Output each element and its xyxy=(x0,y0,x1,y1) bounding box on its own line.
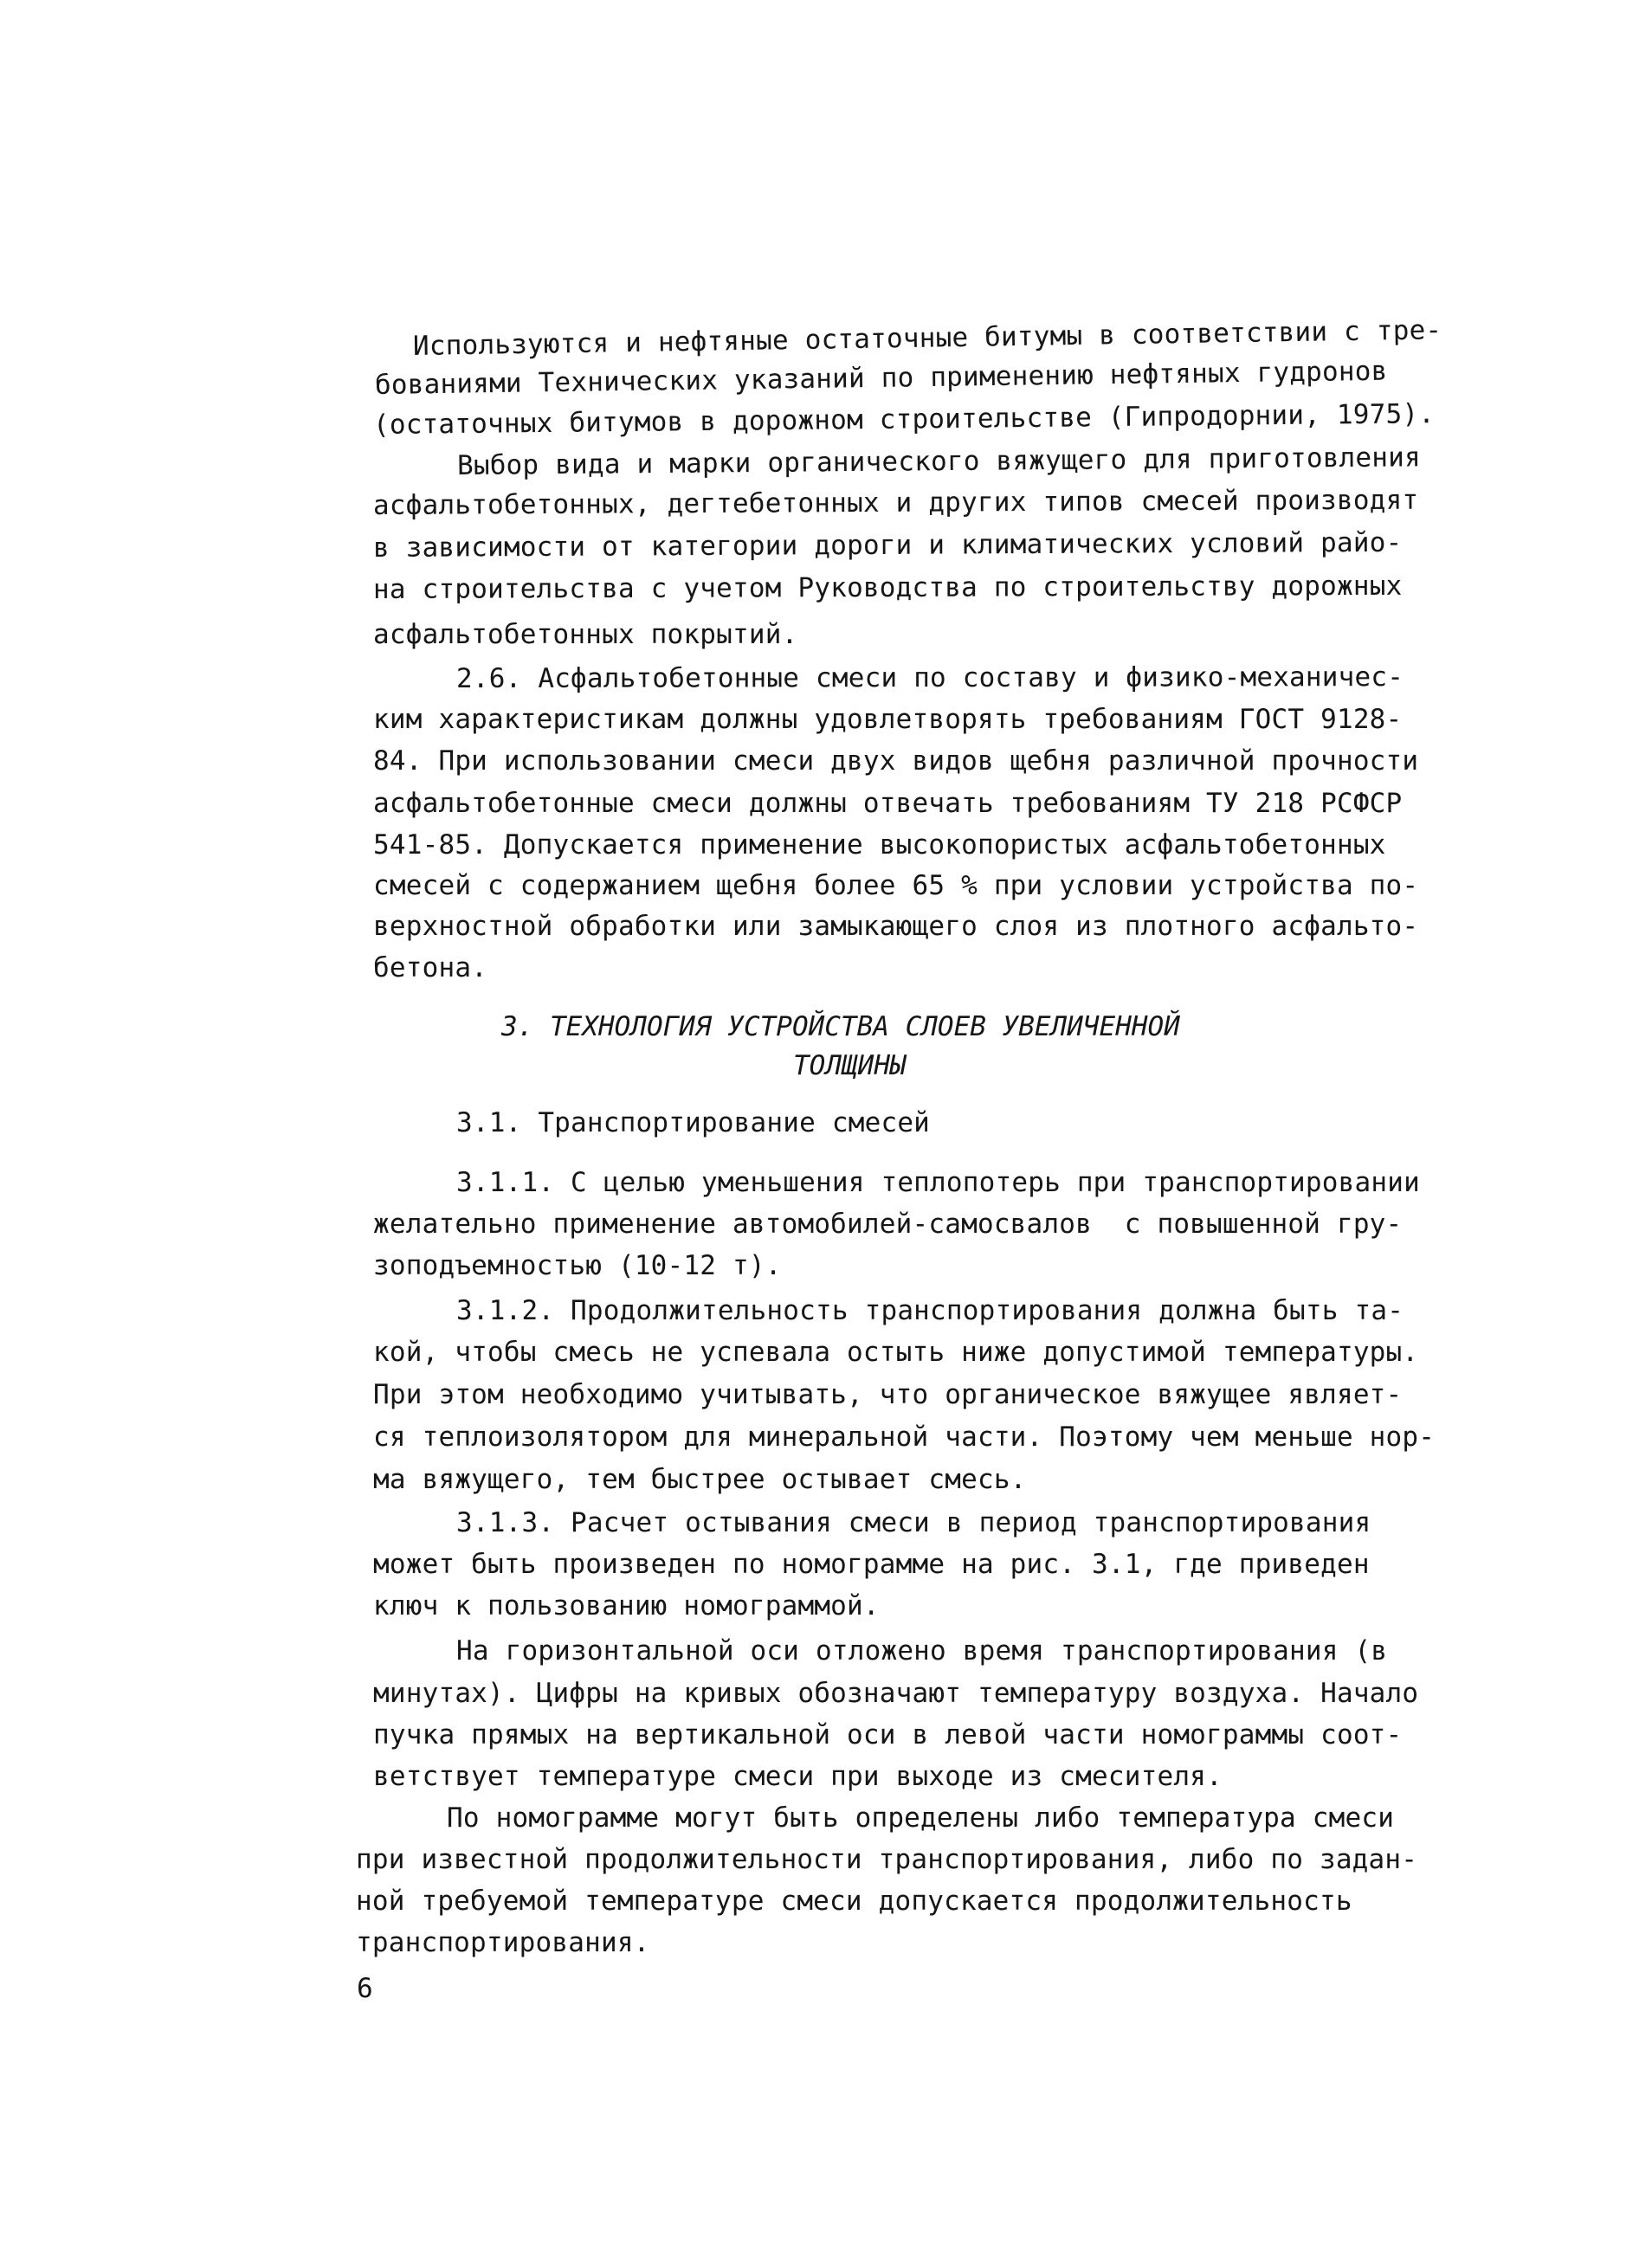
text-line: ной требуемой температуре смеси допускается продолжительность xyxy=(356,1886,1352,1917)
text-line: При этом необходимо учитывать, что органическое вяжущее являет- xyxy=(373,1379,1403,1410)
text-line: асфальтобетонных, дегтебетонных и других типов смесей производят xyxy=(372,484,1419,521)
text-line: пучка прямых на вертикальной оси в левой части номограммы соот- xyxy=(373,1719,1403,1750)
text-line: 3.1.3. Расчет остывания смеси в период транспортирования xyxy=(456,1507,1371,1538)
text-line: минутах). Цифры на кривых обозначают температуру воздуха. Начало xyxy=(373,1678,1419,1709)
text-line: Выбор вида и марки органического вяжущего для приготовления xyxy=(456,442,1422,481)
text-line: На горизонтальной оси отложено время транспортирования (в xyxy=(456,1635,1388,1667)
text-line: ветствует температуре смеси при выходе из смесителя. xyxy=(373,1761,1223,1792)
text-line: бованиями Технических указаний по применению нефтяных гудронов xyxy=(374,355,1388,401)
text-line: По номограмме могут быть определены либо температура смеси xyxy=(447,1802,1395,1834)
text-line: кой, чтобы смесь не успевала остыть ниже допустимой температуры. xyxy=(373,1337,1419,1368)
text-line: 2.6. Асфальтобетонные смеси по составу и физико-механичес- xyxy=(455,661,1404,694)
text-line: 3.1.2. Продолжительность транспортирования должна быть та- xyxy=(456,1295,1404,1326)
section-heading-line-2: ТОЛЩИНЫ xyxy=(793,1050,907,1081)
text-line: смесей с содержанием щебня более 65 % при условии устройства по- xyxy=(373,870,1419,901)
text-line: асфальтобетонные смеси должны отвечать требованиям ТУ 218 РСФСР xyxy=(373,788,1403,819)
text-line: может быть произведен по номограмме на рис. 3.1, где приведен xyxy=(373,1549,1370,1580)
subsection-heading: 3.1. Транспортирование смесей xyxy=(456,1107,931,1138)
text-line: Используются и нефтяные остаточные битумы в соответствии с тре- xyxy=(412,314,1442,362)
text-line: транспортирования. xyxy=(356,1927,650,1958)
text-line: (остаточных битумов в дорожном строительстве (Гипродорнии, 1975). xyxy=(372,398,1436,441)
text-line: 541-85. Допускается применение высокопористых асфальтобетонных xyxy=(373,829,1386,861)
text-line: при известной продолжительности транспортирования, либо по задан- xyxy=(356,1844,1418,1875)
text-line: зоподъемностью (10-12 т). xyxy=(373,1250,782,1281)
section-heading-line-1: 3. ТЕХНОЛОГИЯ УСТРОЙСТВА СЛОЕВ УВЕЛИЧЕННОЙ xyxy=(501,1011,1180,1042)
text-line: ся теплоизолятором для минеральной части. Поэтому чем меньше нор- xyxy=(373,1422,1436,1453)
text-line: 84. При использовании смеси двух видов щебня различной прочности xyxy=(373,745,1419,777)
text-line: 3.1.1. С целью уменьшения теплопотерь при транспортировании xyxy=(456,1167,1420,1198)
text-line: ким характеристикам должны удовлетворять требованиям ГОСТ 9128- xyxy=(373,704,1403,735)
text-line: бетона. xyxy=(373,952,488,983)
text-line: верхностной обработки или замыкающего слоя из плотного асфальто- xyxy=(373,911,1419,942)
page-number: 6 xyxy=(357,1973,373,2004)
text-line: ключ к пользованию номограммой. xyxy=(373,1590,880,1621)
text-line: ма вяжущего, тем быстрее остывает смесь. xyxy=(373,1464,1027,1495)
text-line: желательно применение автомобилей-самосвалов с повышенной гру- xyxy=(373,1209,1403,1240)
text-line: в зависимости от категории дороги и климатических условий райо- xyxy=(372,526,1403,564)
text-line: асфальтобетонных покрытий. xyxy=(373,619,798,650)
text-line: на строительства с учетом Руководства по строительству дорожных xyxy=(372,570,1403,605)
